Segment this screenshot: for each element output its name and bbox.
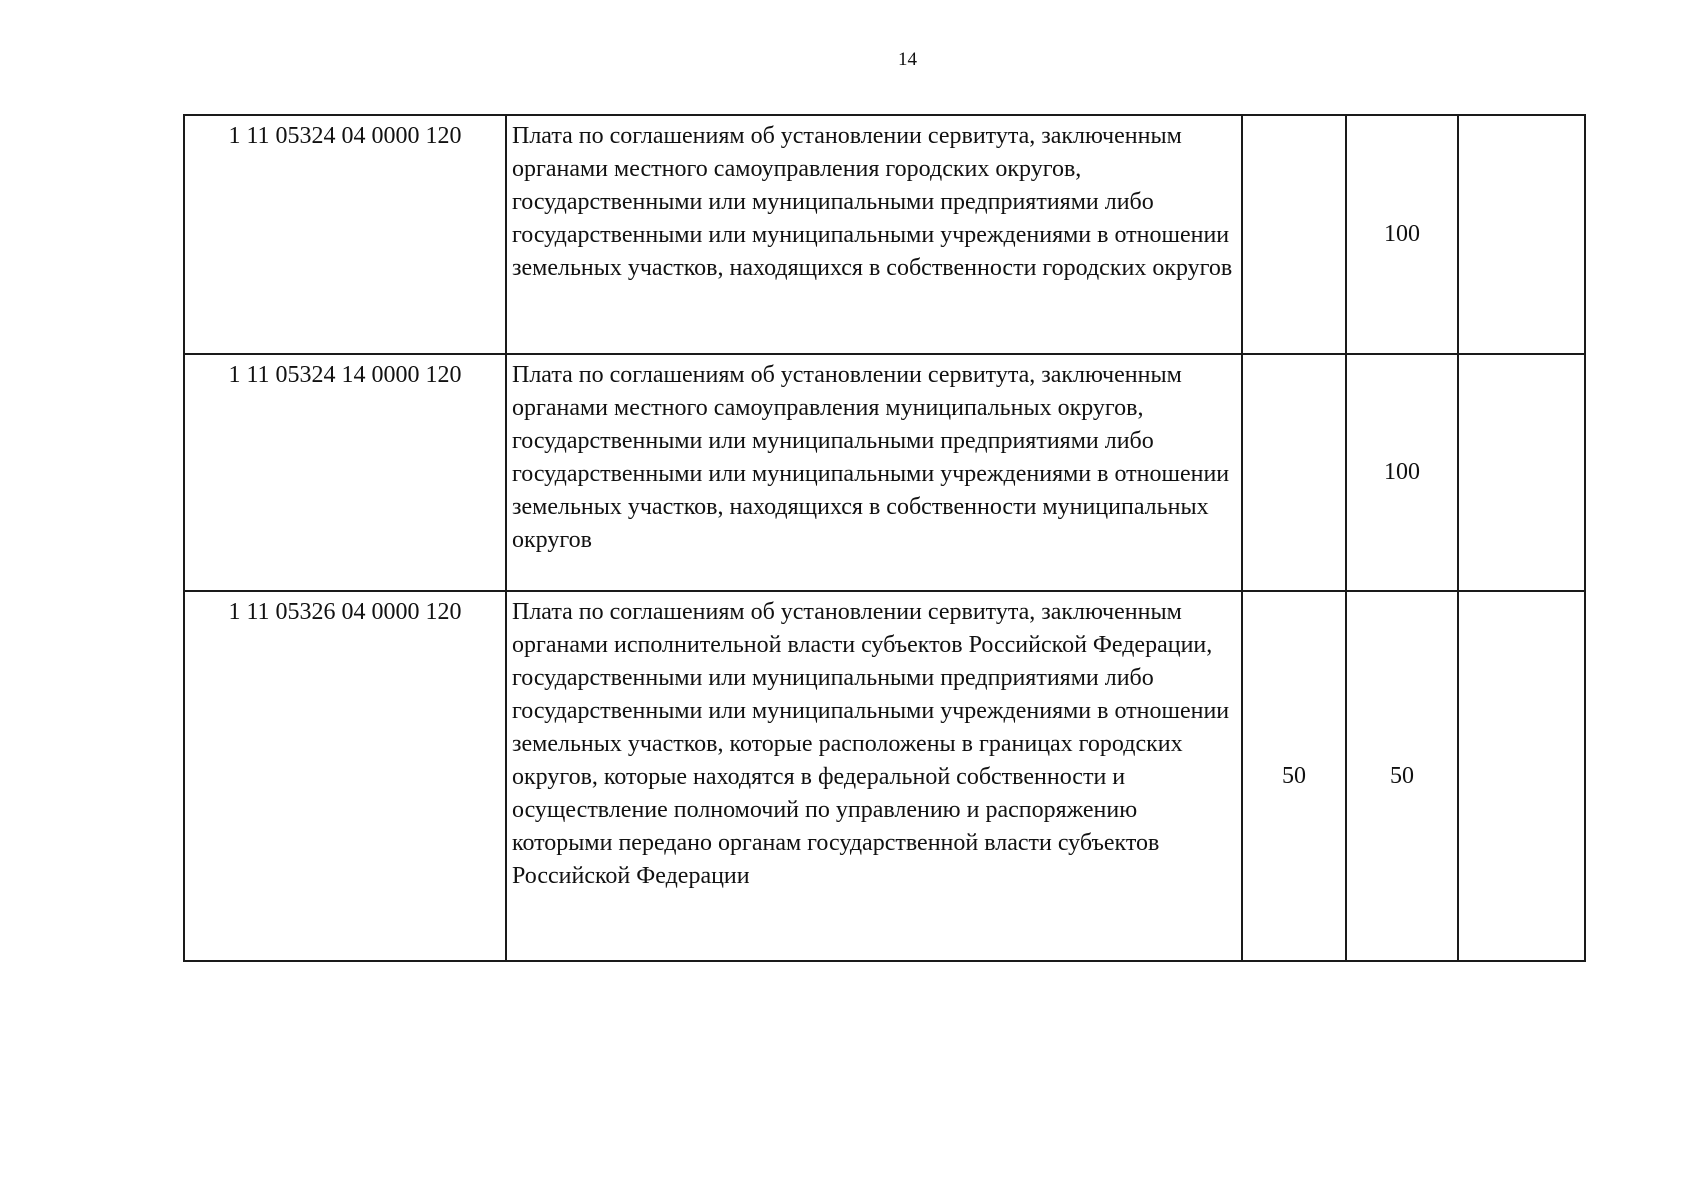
revenue-description-cell: Плата по соглашениям об установлении сервитута, заключенным органами исполнительной власти субъектов Российской Федерации, государственными или муниципальными предприятиями либо государственными или муниципальными учреждениями в отношении земельных участков, которые расположены в границах городских округов, которые находятся в федеральной собственности и осуществление полномочий по управлению и распоряжению которыми передано органам государственной власти субъектов Российской Федерации	[506, 591, 1242, 961]
share-cell-col5	[1458, 354, 1585, 591]
revenue-description-cell: Плата по соглашениям об установлении сервитута, заключенным органами местного самоуправления муниципальных округов, государственными или муниципальными предприятиями либо государственными или муниципальными учреждениями в отношении земельных участков, находящихся в собственности муниципальных округов	[506, 354, 1242, 591]
share-cell-col4: 50	[1346, 591, 1458, 961]
share-cell-col3: 50	[1242, 591, 1346, 961]
revenue-code-cell: 1 11 05324 04 0000 120	[184, 115, 506, 354]
table-row	[184, 354, 1585, 591]
share-cell-col4: 100	[1346, 115, 1458, 354]
share-cell-col3	[1242, 354, 1346, 591]
table-row	[184, 591, 1585, 961]
share-cell-col5	[1458, 115, 1585, 354]
revenue-description-cell: Плата по соглашениям об установлении сервитута, заключенным органами местного самоуправления городских округов, государственными или муниципальными предприятиями либо государственными или муниципальными учреждениями в отношении земельных участков, находящихся в собственности городских округов	[506, 115, 1242, 354]
share-cell-col5	[1458, 591, 1585, 961]
budget-classification-table	[183, 114, 1586, 962]
revenue-code-cell: 1 11 05324 14 0000 120	[184, 354, 506, 591]
page-number: 14	[898, 49, 917, 70]
share-cell-col4: 100	[1346, 354, 1458, 591]
table-row	[184, 115, 1585, 354]
revenue-code-cell: 1 11 05326 04 0000 120	[184, 591, 506, 961]
share-cell-col3	[1242, 115, 1346, 354]
